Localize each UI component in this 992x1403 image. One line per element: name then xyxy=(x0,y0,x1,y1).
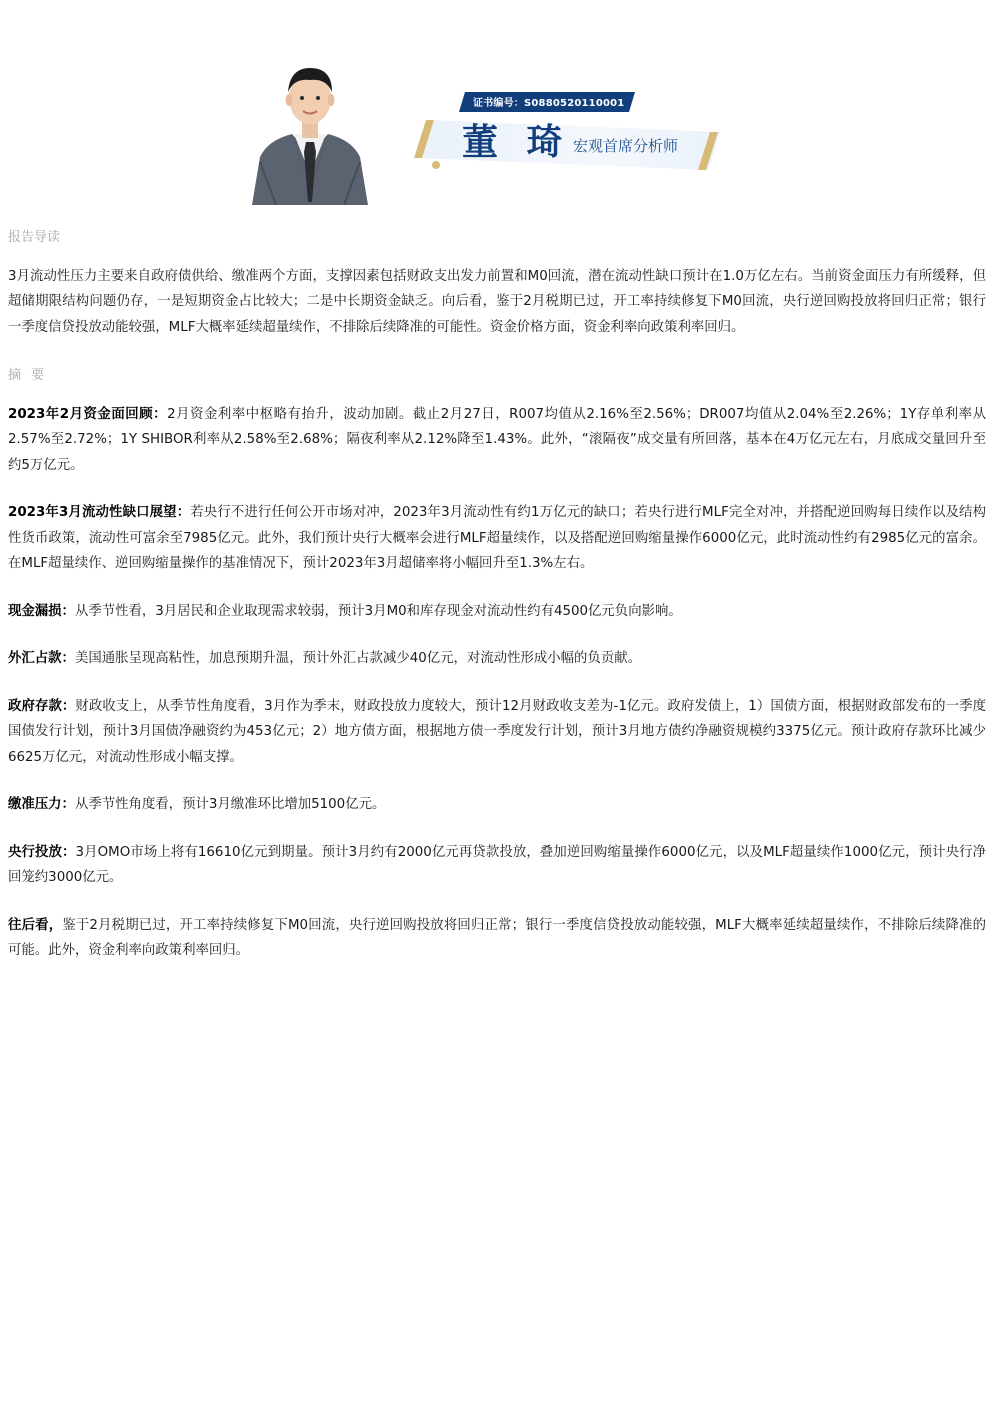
summary-item-text: 美国通胀呈现高粘性，加息预期升温，预计外汇占款减少40亿元，对流动性形成小幅的负贡献。 xyxy=(74,651,642,666)
summary-item xyxy=(8,402,986,479)
summary-item-heading: 现金漏损： xyxy=(8,603,75,619)
guide-paragraph: 3月流动性压力主要来自政府债供给、缴准两个方面，支撑因素包括财政支出发力前置和M0回流，潜在流动性缺口预计在1.0万亿左右。当前资金面压力有所缓释，但超储期限结构问题仍存，一是短期资金占比较大；二是中长期资金缺乏。向后看，鉴于2月税期已过，开工率持续修复下M0回流，央行逆回购投放将回归正常；银行一季度信贷投放动能较强，MLF大概率延续超量续作，不排除后续降准的可能性。资金价格方面，资金利率向政策利率回归。 xyxy=(8,268,986,335)
analyst-banner xyxy=(246,62,726,207)
summary-item-heading: 外汇占款： xyxy=(8,651,75,666)
summary-item-text: 3月OMO市场上将有16610亿元到期量。预计3月约有2000亿元再贷款投放，叠加逆回购缩量操作6000亿元，以及MLF超量续作1000亿元，预计央行净回笼约3000亿元。 xyxy=(8,844,987,885)
analyst-name: 董 琦 xyxy=(462,121,571,163)
summary-item xyxy=(8,913,986,964)
summary-item xyxy=(8,500,986,577)
report-body xyxy=(8,225,986,986)
summary-item-text: 财政收支上，从季节性角度看，3月作为季末，财政投放力度较大，预计12月财政收支差为-1亿元。政府发债上，1）国债方面，根据财政部发布的一季度国债发行计划，预计3月国债净融资约为453亿元；2）地方债方面，根据地方债一季度发行计划，预计3月地方债约净融资规模约3375亿元。预计政府存款环比减少6625万亿元，对流动性形成小幅支撑。 xyxy=(8,698,986,765)
summary-item-heading: 缴准压力： xyxy=(8,797,75,812)
guide-label: 报告导读 xyxy=(8,230,61,245)
summary-item xyxy=(8,599,986,625)
summary-item xyxy=(8,646,986,672)
summary-item xyxy=(8,694,986,771)
summary-item-text: 从季节性角度看，预计3月缴准环比增加5100亿元。 xyxy=(74,797,386,812)
summary-item-text: 2月资金利率中枢略有抬升，波动加剧。截止2月27日，R007均值从2.16%至2.56%；DR007均值从2.04%至2.26%；1Y存单利率从2.57%至2.72%；1Y SHIBOR利率从2.58%至2.68%；隔夜利率从2.12%降至1.43%。此外，“滚隔夜”成交量有所回落，基本在4万亿元左右，月底成交量回升至约5万亿元。 xyxy=(8,406,986,473)
analyst-photo xyxy=(246,62,374,205)
summary-item-heading: 往后看， xyxy=(8,917,63,933)
summary-item-heading: 2023年3月流动性缺口展望： xyxy=(8,505,191,520)
analyst-title: 宏观首席分析师 xyxy=(573,137,679,155)
summary-item-text: 若央行不进行任何公开市场对冲，2023年3月流动性有约1万亿元的缺口；若央行进行MLF完全对冲，并搭配逆回购每日续作以及结构性货币政策，流动性可富余至7985亿元。此外，我们预计央行大概率会进行MLF超量续作，以及搭配逆回购缩量操作6000亿元，此时流动性约有2985亿元的富余。在MLF超量续作、逆回购缩量操作的基准情况下，预计2023年3月超储率将小幅回升至1.3%左右。 xyxy=(8,505,986,571)
certificate-number: 证书编号：S0880520110001 xyxy=(473,98,625,109)
summary-item xyxy=(8,840,986,891)
summary-item-heading: 政府存款： xyxy=(8,698,76,714)
summary-item xyxy=(8,792,986,818)
summary-item-text: 从季节性看，3月居民和企业取现需求较弱，预计3月M0和库存现金对流动性约有4500亿元负向影响。 xyxy=(74,603,682,619)
summary-label: 摘 要 xyxy=(8,368,48,383)
summary-item-heading: 2023年2月资金面回顾： xyxy=(8,406,168,422)
summary-item-text: 鉴于2月税期已过，开工率持续修复下M0回流，央行逆回购投放将回归正常；银行一季度信贷投放动能较强，MLF大概率延续超量续作，不排除后续降准的可能。此外，资金利率向政策利率回归。 xyxy=(8,917,987,958)
summary-item-heading: 央行投放： xyxy=(8,844,76,860)
